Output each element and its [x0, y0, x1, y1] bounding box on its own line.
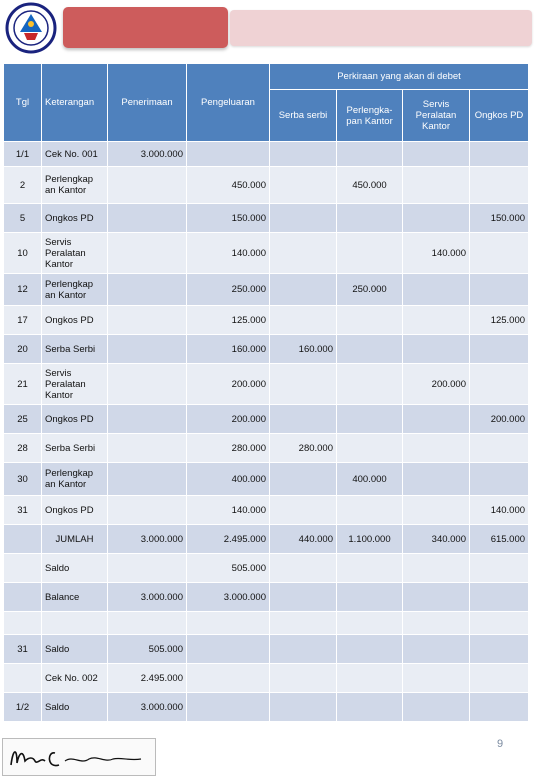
cell-perlengkapan	[337, 364, 403, 405]
cell-keterangan: Saldo	[42, 554, 108, 583]
cell-perlengkapan	[337, 306, 403, 335]
cell-penerimaan	[108, 306, 187, 335]
cell-penerimaan: 3.000.000	[108, 583, 187, 612]
cell-perlengkapan	[337, 142, 403, 167]
cell-servis	[403, 434, 470, 463]
cell-perlengkapan	[337, 233, 403, 274]
cell-tgl: 10	[4, 233, 42, 274]
cell-keterangan: Perlengkap an Kantor	[42, 463, 108, 496]
cell-serba-serbi	[270, 233, 337, 274]
cell-keterangan: Saldo	[42, 635, 108, 664]
table-row	[4, 364, 529, 405]
cell-pengeluaran: 505.000	[187, 554, 270, 583]
header-perkiraan-group: Perkiraan yang akan di debet	[270, 64, 529, 90]
header-ongkos: Ongkos PD	[470, 90, 529, 142]
cell-keterangan: Cek No. 001	[42, 142, 108, 167]
cell-ongkos	[470, 554, 529, 583]
cell-servis: 340.000	[403, 525, 470, 554]
table-body	[4, 142, 529, 722]
signature-image	[2, 738, 156, 776]
table-row	[4, 525, 529, 554]
cell-perlengkapan: 250.000	[337, 274, 403, 306]
cell-pengeluaran	[187, 664, 270, 693]
cell-ongkos: 125.000	[470, 306, 529, 335]
cell-penerimaan	[108, 335, 187, 364]
cell-ongkos	[470, 612, 529, 635]
cell-tgl: 20	[4, 335, 42, 364]
cell-penerimaan: 2.495.000	[108, 664, 187, 693]
cell-serba-serbi	[270, 167, 337, 204]
cell-servis: 140.000	[403, 233, 470, 274]
cell-serba-serbi	[270, 635, 337, 664]
cell-tgl	[4, 554, 42, 583]
cell-tgl	[4, 664, 42, 693]
table-row	[4, 167, 529, 204]
cell-ongkos	[470, 142, 529, 167]
university-logo	[2, 2, 60, 54]
cell-perlengkapan	[337, 583, 403, 612]
cell-serba-serbi	[270, 496, 337, 525]
cell-keterangan	[42, 612, 108, 635]
cell-keterangan: Ongkos PD	[42, 496, 108, 525]
cell-pengeluaran: 160.000	[187, 335, 270, 364]
cell-serba-serbi	[270, 463, 337, 496]
cell-penerimaan	[108, 405, 187, 434]
cell-tgl	[4, 525, 42, 554]
cell-ongkos	[470, 583, 529, 612]
cell-keterangan: Servis Peralatan Kantor	[42, 364, 108, 405]
cell-keterangan: Cek No. 002	[42, 664, 108, 693]
cell-pengeluaran: 140.000	[187, 233, 270, 274]
cell-keterangan: Saldo	[42, 693, 108, 722]
cell-serba-serbi	[270, 306, 337, 335]
cell-tgl: 1/1	[4, 142, 42, 167]
cell-serba-serbi	[270, 664, 337, 693]
cell-serba-serbi	[270, 405, 337, 434]
cell-serba-serbi	[270, 612, 337, 635]
cell-penerimaan	[108, 434, 187, 463]
cell-pengeluaran: 250.000	[187, 274, 270, 306]
table-row	[4, 142, 529, 167]
cell-ongkos: 615.000	[470, 525, 529, 554]
cell-tgl: 1/2	[4, 693, 42, 722]
cell-pengeluaran: 200.000	[187, 364, 270, 405]
table-row	[4, 463, 529, 496]
cell-keterangan: Ongkos PD	[42, 204, 108, 233]
cell-ongkos	[470, 335, 529, 364]
cell-tgl: 30	[4, 463, 42, 496]
cell-servis	[403, 306, 470, 335]
cell-servis	[403, 664, 470, 693]
cell-servis	[403, 635, 470, 664]
cell-ongkos	[470, 364, 529, 405]
cell-serba-serbi	[270, 554, 337, 583]
cell-pengeluaran: 150.000	[187, 204, 270, 233]
header-pengeluaran: Pengeluaran	[187, 64, 270, 142]
cell-pengeluaran	[187, 612, 270, 635]
cell-servis	[403, 204, 470, 233]
cell-tgl	[4, 612, 42, 635]
cell-ongkos	[470, 635, 529, 664]
cell-pengeluaran: 140.000	[187, 496, 270, 525]
cell-ongkos	[470, 233, 529, 274]
cell-perlengkapan	[337, 635, 403, 664]
table-row	[4, 306, 529, 335]
cell-penerimaan: 505.000	[108, 635, 187, 664]
cell-penerimaan	[108, 364, 187, 405]
cell-serba-serbi	[270, 583, 337, 612]
cell-ongkos	[470, 167, 529, 204]
cell-servis	[403, 167, 470, 204]
cell-penerimaan	[108, 463, 187, 496]
cell-penerimaan	[108, 204, 187, 233]
cell-ongkos	[470, 693, 529, 722]
cell-keterangan: Serba Serbi	[42, 335, 108, 364]
cell-perlengkapan	[337, 693, 403, 722]
cell-perlengkapan	[337, 405, 403, 434]
cell-pengeluaran: 2.495.000	[187, 525, 270, 554]
header-keterangan: Keterangan	[42, 64, 108, 142]
table-row	[4, 635, 529, 664]
table-row	[4, 554, 529, 583]
page-number: 9	[497, 738, 504, 750]
cell-tgl: 2	[4, 167, 42, 204]
cell-perlengkapan	[337, 496, 403, 525]
cell-ongkos	[470, 434, 529, 463]
cell-penerimaan	[108, 612, 187, 635]
cell-servis	[403, 612, 470, 635]
cell-servis	[403, 496, 470, 525]
cell-penerimaan	[108, 233, 187, 274]
cell-perlengkapan: 450.000	[337, 167, 403, 204]
table-row	[4, 693, 529, 722]
table-row	[4, 405, 529, 434]
cell-penerimaan: 3.000.000	[108, 693, 187, 722]
cell-tgl: 28	[4, 434, 42, 463]
cell-serba-serbi: 280.000	[270, 434, 337, 463]
cell-servis: 200.000	[403, 364, 470, 405]
cell-penerimaan	[108, 167, 187, 204]
cell-perlengkapan	[337, 434, 403, 463]
header-servis: Servis Peralatan Kantor	[403, 90, 470, 142]
cell-ongkos: 140.000	[470, 496, 529, 525]
cell-keterangan: Ongkos PD	[42, 306, 108, 335]
cell-tgl: 5	[4, 204, 42, 233]
cell-tgl: 25	[4, 405, 42, 434]
cell-perlengkapan: 1.100.000	[337, 525, 403, 554]
cell-tgl: 31	[4, 496, 42, 525]
cell-pengeluaran	[187, 693, 270, 722]
table-row	[4, 274, 529, 306]
cell-tgl	[4, 583, 42, 612]
cell-keterangan: Servis Peralatan Kantor	[42, 233, 108, 274]
cell-tgl: 17	[4, 306, 42, 335]
cell-keterangan: JUMLAH	[42, 525, 108, 554]
cell-penerimaan: 3.000.000	[108, 525, 187, 554]
cell-servis	[403, 693, 470, 722]
table-row	[4, 233, 529, 274]
cell-ongkos: 150.000	[470, 204, 529, 233]
cell-perlengkapan	[337, 612, 403, 635]
cash-book-table	[3, 63, 529, 722]
cell-tgl: 31	[4, 635, 42, 664]
cell-pengeluaran: 3.000.000	[187, 583, 270, 612]
header-accent-bar	[63, 7, 228, 48]
cell-pengeluaran	[187, 142, 270, 167]
cell-servis	[403, 142, 470, 167]
cell-servis	[403, 405, 470, 434]
table-row	[4, 335, 529, 364]
header-perlengkapan: Perlengka-pan Kantor	[337, 90, 403, 142]
cell-tgl: 12	[4, 274, 42, 306]
table-row	[4, 612, 529, 635]
cell-keterangan: Serba Serbi	[42, 434, 108, 463]
cell-serba-serbi	[270, 693, 337, 722]
header-penerimaan: Penerimaan	[108, 64, 187, 142]
cell-pengeluaran	[187, 635, 270, 664]
cell-serba-serbi	[270, 364, 337, 405]
cell-perlengkapan	[337, 204, 403, 233]
table-row	[4, 204, 529, 233]
cell-penerimaan	[108, 496, 187, 525]
cell-ongkos: 200.000	[470, 405, 529, 434]
table-row	[4, 496, 529, 525]
table-row	[4, 583, 529, 612]
cell-serba-serbi	[270, 274, 337, 306]
cell-perlengkapan	[337, 335, 403, 364]
cell-serba-serbi: 440.000	[270, 525, 337, 554]
cell-penerimaan	[108, 554, 187, 583]
cell-penerimaan: 3.000.000	[108, 142, 187, 167]
cell-ongkos	[470, 463, 529, 496]
table-row	[4, 434, 529, 463]
cell-pengeluaran: 125.000	[187, 306, 270, 335]
table-row	[4, 664, 529, 693]
cell-ongkos	[470, 664, 529, 693]
cell-keterangan: Ongkos PD	[42, 405, 108, 434]
cell-serba-serbi	[270, 204, 337, 233]
cell-ongkos	[470, 274, 529, 306]
cell-servis	[403, 335, 470, 364]
header-serba-serbi: Serba serbi	[270, 90, 337, 142]
cell-penerimaan	[108, 274, 187, 306]
cell-keterangan: Perlengkap an Kantor	[42, 167, 108, 204]
cell-pengeluaran: 450.000	[187, 167, 270, 204]
header-tgl: Tgl	[4, 64, 42, 142]
cell-perlengkapan: 400.000	[337, 463, 403, 496]
cell-perlengkapan	[337, 664, 403, 693]
cell-keterangan: Perlengkap an Kantor	[42, 274, 108, 306]
cell-servis	[403, 554, 470, 583]
cell-pengeluaran: 280.000	[187, 434, 270, 463]
cell-pengeluaran: 200.000	[187, 405, 270, 434]
cell-keterangan: Balance	[42, 583, 108, 612]
cell-servis	[403, 583, 470, 612]
cell-serba-serbi: 160.000	[270, 335, 337, 364]
cell-tgl: 21	[4, 364, 42, 405]
header-title-bar	[230, 10, 532, 46]
cell-servis	[403, 463, 470, 496]
cell-perlengkapan	[337, 554, 403, 583]
cell-servis	[403, 274, 470, 306]
cell-serba-serbi	[270, 142, 337, 167]
cell-pengeluaran: 400.000	[187, 463, 270, 496]
